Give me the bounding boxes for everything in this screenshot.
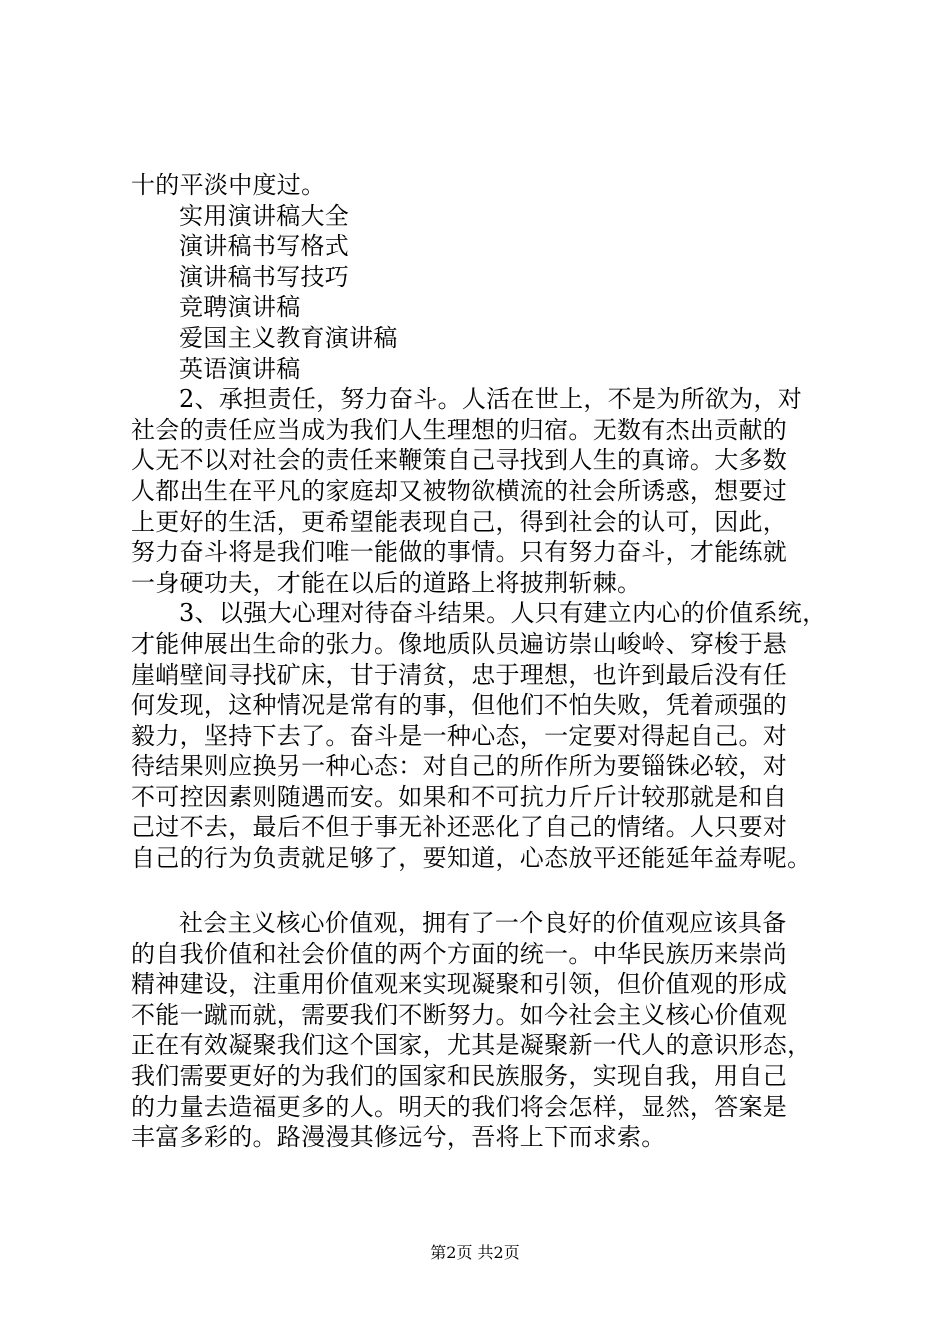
text-line: 人都出生在平凡的家庭却又被物欲横流的社会所诱惑，想要过	[131, 476, 788, 505]
list-item-practical-speeches: 实用演讲稿大全	[179, 201, 350, 230]
list-item-speech-tips: 演讲稿书写技巧	[179, 262, 350, 291]
text-line: 正在有效凝聚我们这个国家，尤其是凝聚新一代人的意识形态，	[131, 1031, 812, 1060]
text-line: 十的平淡中度过。	[131, 171, 326, 199]
paragraph-2-start: 2、承担责任，努力奋斗。人活在世上，不是为所欲为，对	[179, 385, 803, 414]
text-line: 努力奋斗将是我们唯一能做的事情。只有努力奋斗，才能练就	[131, 538, 788, 567]
paragraph-3-start: 3、以强大心理对待奋斗结果。人只有建立内心的价值系统，	[179, 599, 827, 628]
text-line: 人无不以对社会的责任来鞭策自己寻找到人生的真谛。大多数	[131, 446, 788, 475]
text-line: 才能伸展出生命的张力。像地质队员遍访崇山峻岭、穿梭于悬	[131, 629, 788, 658]
list-item-english-speech: 英语演讲稿	[179, 354, 301, 383]
text-line: 不可控因素则随遇而安。如果和不可抗力斤斤计较那就是和自	[131, 782, 788, 811]
text-line: 自己的行为负责就足够了，要知道，心态放平还能延年益寿呢。	[131, 844, 812, 873]
text-line: 上更好的生活，更希望能表现自己，得到社会的认可，因此，	[131, 507, 788, 536]
page-number-footer: 第2页 共2页	[430, 1243, 520, 1262]
text-line: 崖峭壁间寻找矿床，甘于清贫，忠于理想，也许到最后没有任	[131, 660, 788, 689]
body-text-lower	[131, 908, 851, 1153]
text-line: 社会的责任应当成为我们人生理想的归宿。无数有杰出贡献的	[131, 415, 788, 444]
list-item-speech-format: 演讲稿书写格式	[179, 232, 350, 261]
list-item-campaign-speech: 竞聘演讲稿	[179, 293, 301, 322]
text-line: 何发现，这种情况是常有的事，但他们不怕失败，凭着顽强的	[131, 691, 788, 720]
text-line: 我们需要更好的为我们的国家和民族服务，实现自我，用自己	[131, 1061, 788, 1090]
list-item-patriotic-speech: 爱国主义教育演讲稿	[179, 323, 398, 352]
text-line: 的自我价值和社会价值的两个方面的统一。中华民族历来崇尚	[131, 939, 788, 968]
text-line: 丰富多彩的。路漫漫其修远兮，吾将上下而求索。	[131, 1123, 666, 1152]
text-line: 一身硬功夫，才能在以后的道路上将披荆斩棘。	[131, 568, 642, 597]
paragraph-values-start: 社会主义核心价值观，拥有了一个良好的价值观应该具备	[179, 909, 787, 937]
text-line: 己过不去，最后不但于事无补还恶化了自己的情绪。人只要对	[131, 813, 788, 842]
text-line: 的力量去造福更多的人。明天的我们将会怎样，显然，答案是	[131, 1092, 788, 1121]
body-text-upper	[131, 170, 851, 874]
text-line: 精神建设，注重用价值观来实现凝聚和引领，但价值观的形成	[131, 970, 788, 999]
text-line: 不能一蹴而就，需要我们不断努力。如今社会主义核心价值观	[131, 1000, 788, 1029]
text-line: 待结果则应换另一种心态：对自己的所作所为要锱铢必较，对	[131, 752, 788, 781]
text-line: 毅力，坚持下去了。奋斗是一种心态，一定要对得起自己。对	[131, 721, 788, 750]
